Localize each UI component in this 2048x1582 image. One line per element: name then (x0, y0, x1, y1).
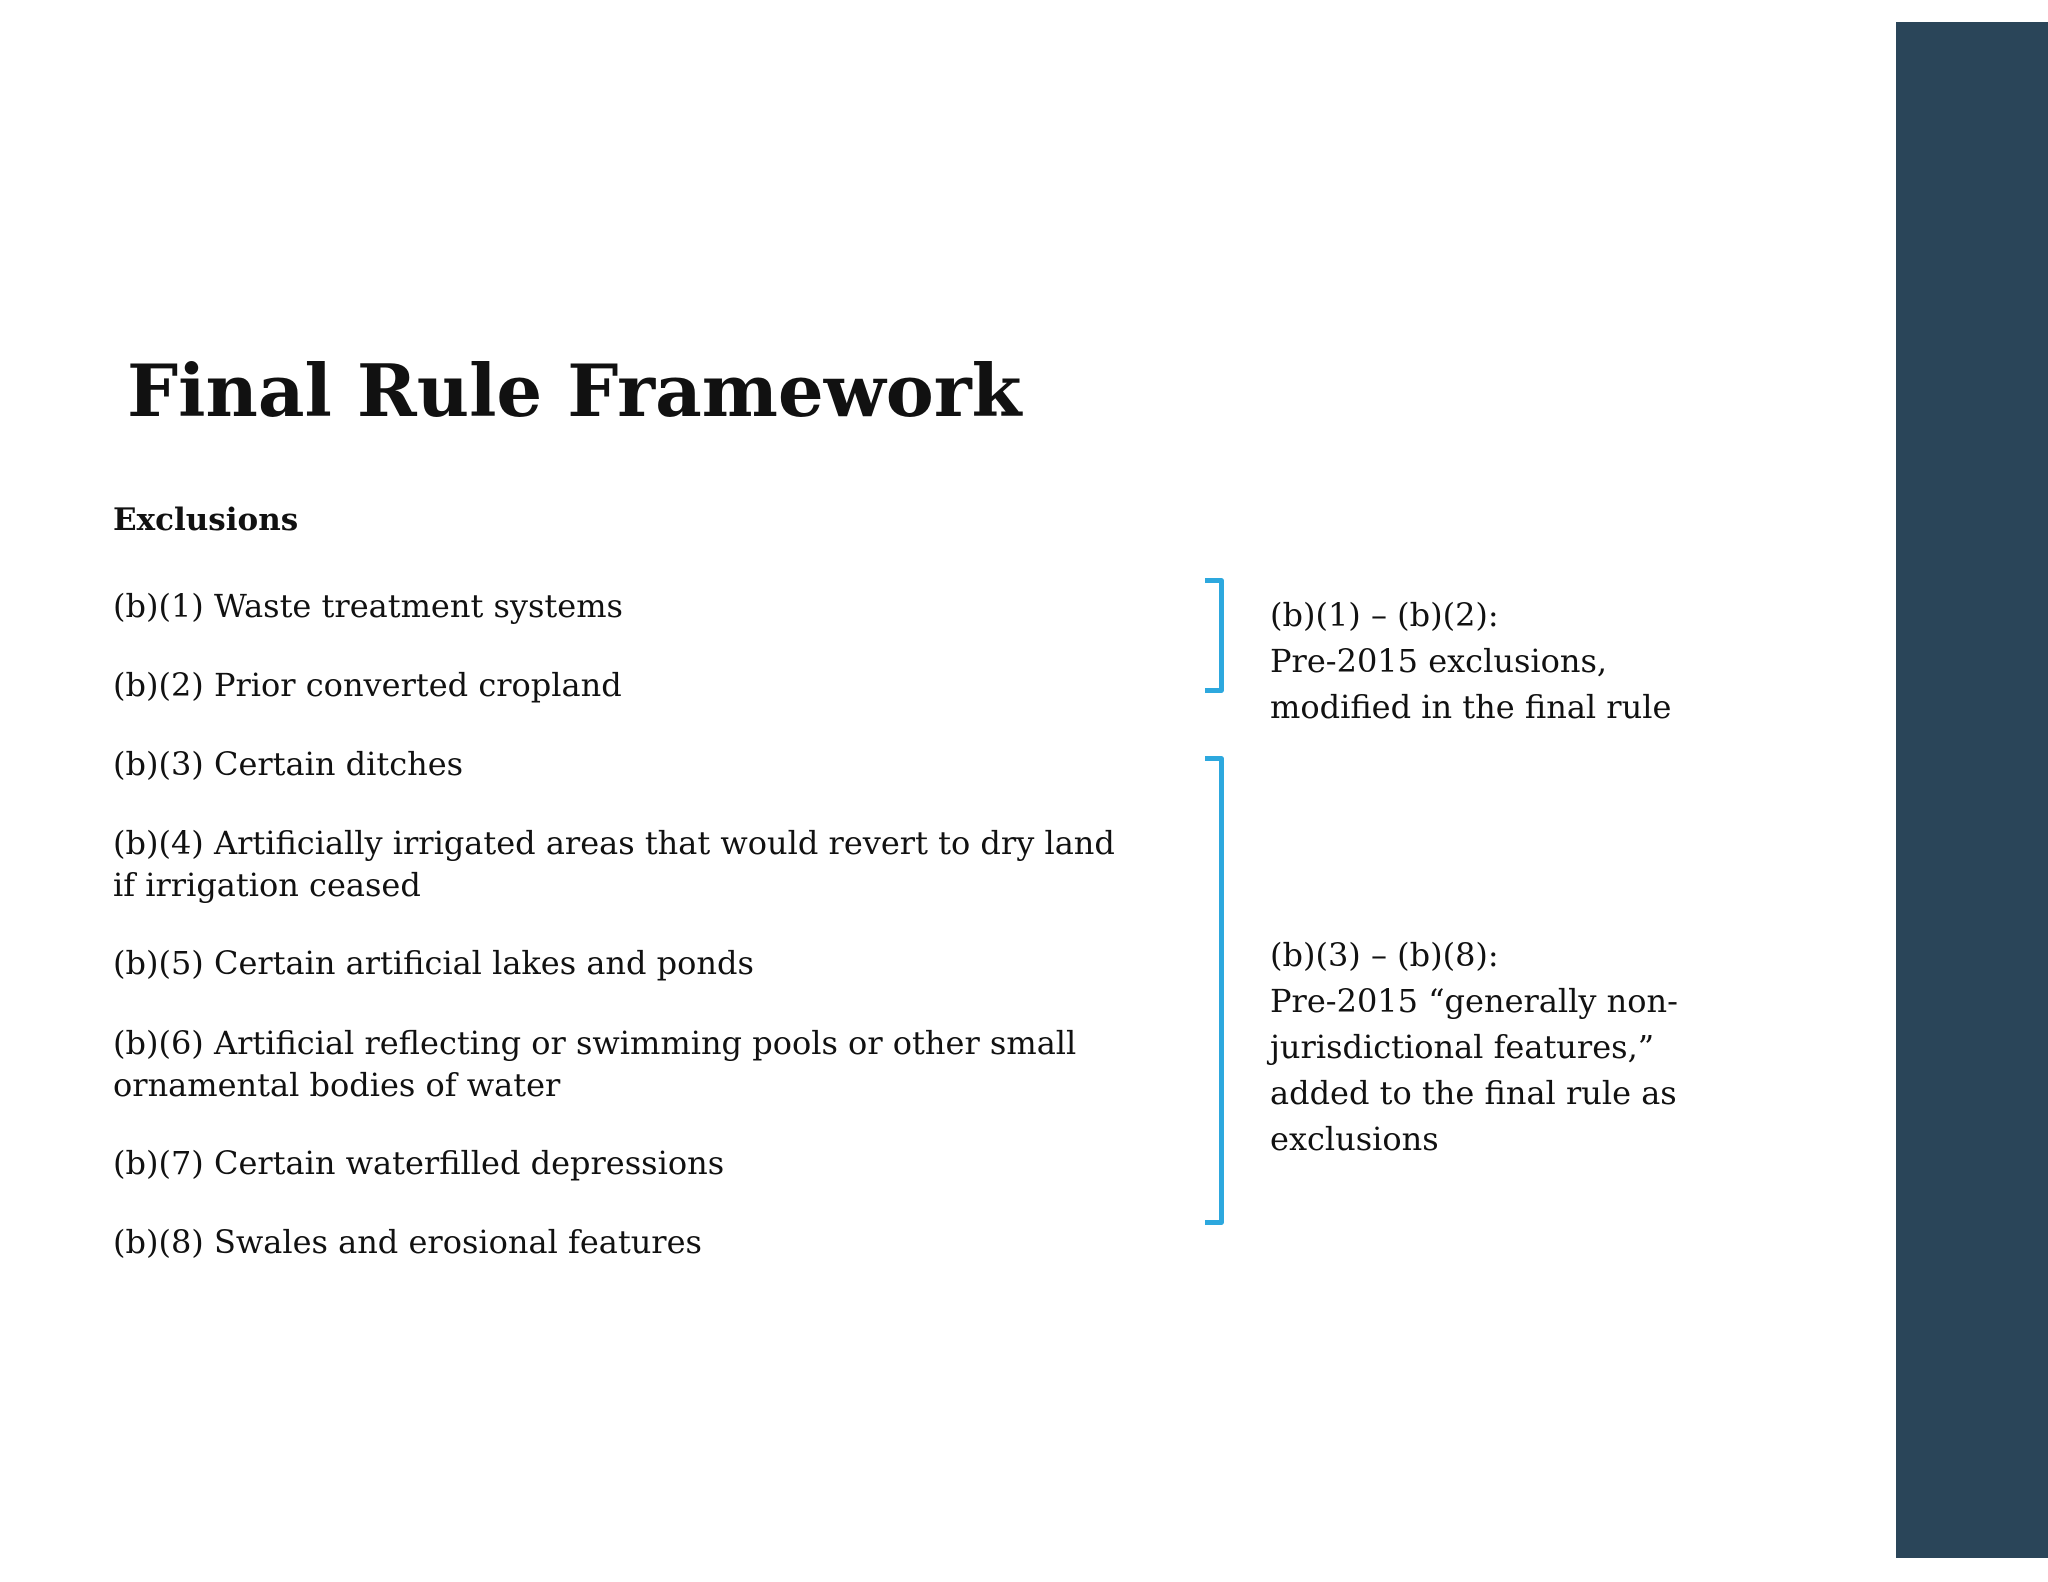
note-line: Pre-2015 “generally non- (1270, 982, 1678, 1020)
exclusion-item-line: (b)(6) Artificial reflecting or swimming pools or other small (113, 1024, 1077, 1062)
exclusion-item-line: (b)(1) Waste treatment systems (113, 587, 623, 625)
exclusion-item-line: (b)(3) Certain ditches (113, 745, 464, 783)
note-line: exclusions (1270, 1120, 1439, 1158)
exclusions-heading: Exclusions (113, 502, 299, 538)
exclusion-item-line: ornamental bodies of water (113, 1066, 561, 1104)
exclusion-item-b5 (113, 942, 754, 984)
exclusion-item-line: (b)(2) Prior converted cropland (113, 666, 622, 704)
exclusion-item-line: (b)(5) Certain artificial lakes and ponds (113, 944, 754, 982)
exclusion-item-b2 (113, 664, 622, 706)
exclusion-item-b8 (113, 1221, 702, 1263)
note-line: (b)(3) – (b)(8): (1270, 936, 1499, 974)
bracket-b3-b8 (1205, 756, 1224, 1225)
exclusion-item-b4 (113, 822, 1115, 906)
exclusion-item-line: (b)(8) Swales and erosional features (113, 1223, 702, 1261)
bracket-b1-b2 (1205, 578, 1224, 693)
exclusion-item-b6 (113, 1022, 1076, 1106)
side-accent-bar (1896, 22, 2048, 1558)
note-line: modified in the final rule (1270, 688, 1672, 726)
note-b1-b2 (1270, 592, 1671, 730)
note-line: jurisdictional features,” (1270, 1028, 1655, 1066)
exclusion-item-line: (b)(7) Certain waterfilled depressions (113, 1144, 725, 1182)
note-line: (b)(1) – (b)(2): (1270, 596, 1499, 634)
note-line: added to the final rule as (1270, 1074, 1677, 1112)
exclusion-item-b3 (113, 743, 463, 785)
note-line: Pre-2015 exclusions, (1270, 642, 1608, 680)
exclusion-item-line: if irrigation ceased (113, 866, 421, 904)
exclusion-item-b7 (113, 1142, 724, 1184)
note-b3-b8 (1270, 932, 1678, 1162)
slide-title: Final Rule Framework (127, 348, 1022, 433)
exclusion-item-line: (b)(4) Artificially irrigated areas that would revert to dry land (113, 824, 1115, 862)
exclusion-item-b1 (113, 585, 623, 627)
